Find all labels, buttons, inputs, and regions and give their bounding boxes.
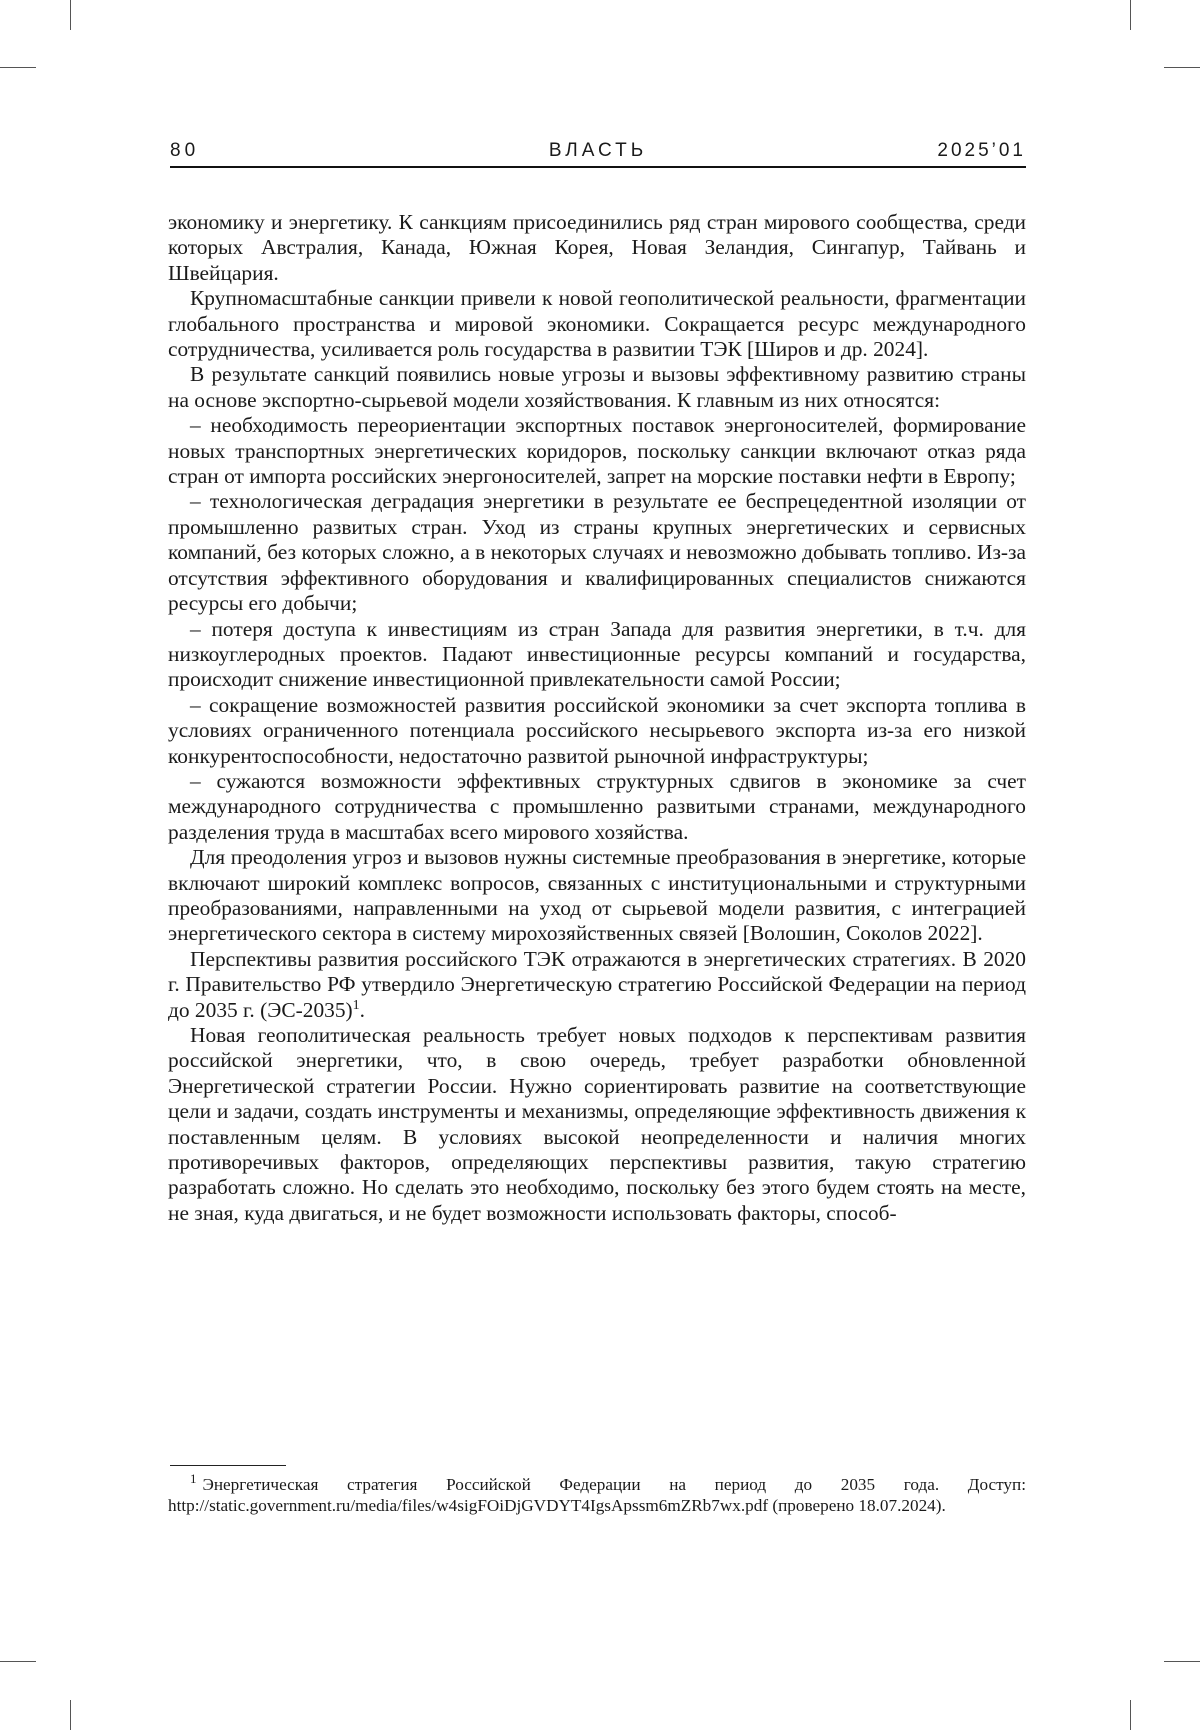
issue-number: 2025’01 [937,140,1026,161]
list-item: – сужаются возможности эффективных структурных сдвигов в экономике за счет международного сотрудничества с промышленно развитыми странами, международного разделения труда в масштабах всего мирового хозяйства. [168,768,1026,844]
running-header [170,140,1026,168]
footnote-reference[interactable]: 1 [352,997,360,1013]
paragraph: В результате санкций появились новые угрозы и вызовы эффективному развитию страны на основе экспортно-сырьевой модели хозяйствования. К главным из них относятся: [168,362,1026,412]
list-item: – необходимость переориентации экспортных поставок энергоносителей, формирование новых транспортных энергетических коридоров, поскольку санкции включают отказ ряда стран от импорта российских энергоносителей, запрет на морские поставки нефти в Европу; [168,413,1026,489]
paragraph: экономику и энергетику. К санкциям присоединились ряд стран мирового сообщества, среди которых Австралия, Канада, Южная Корея, Новая Зеландия, Сингапур, Тайвань и Швейцария. [168,210,1026,285]
footnote-text: Энергетическая стратегия Российской Федерации на период до 2035 года. Доступ: http://static.government.ru/media/files/w4sigFOiDjGVDYT4IgsApssm6mZRb7wx.pdf (проверено 18.07.2024). [168,1475,1026,1515]
page-number: 80 [170,140,200,161]
list-item: – технологическая деградация энергетики в результате ее беспрецедентной изоляции от промышленно развитых стран. Уход из страны крупных энергетических и сервисных компаний, без которых сложно, а в некоторых случаях и невозможно добывать топливо. Из-за отсутствия эффективного оборудования и квалифицированных специалистов снижаются ресурсы его добычи; [168,489,1026,616]
paragraph: Крупномасштабные санкции привели к новой геополитической реальности, фрагментации глобального пространства и мировой экономики. Сокращается ресурс международного сотрудничества, усиливается роль государства в развитии ТЭК [Широв и др. 2024]. [168,286,1026,362]
crop-mark [1164,67,1200,68]
crop-mark [0,67,36,68]
paragraph-trailing-punctuation: . [359,997,366,1022]
crop-mark [0,1661,36,1662]
footnote-number: 1 [190,1471,197,1487]
list-item: – потеря доступа к инвестициям из стран Запада для развития энергетики, в т.ч. для низкоуглеродных проектов. Падают инвестиционные ресурсы компаний и государства, происходит снижение инвестиционной привлекательности самой России; [168,616,1026,692]
list-item: – сокращение возможностей развития российской экономики за счет экспорта топлива в условиях ограниченного потенциала российского несырьевого экспорта из-за его низкой конкурентоспособности, недостаточно развитой рыночной инфраструктуры; [168,692,1026,768]
paragraph: Новая геополитическая реальность требует новых подходов к перспективам развития российской энергетики, что, в свою очередь, требует разработки обновленной Энергетической стратегии России. Нужно сориентировать развитие на соответствующие цели и задачи, создать инструменты и механизмы, определяющие эффективность движения к поставленным целям. В условиях высокой неопределенности и наличия многих противоречивых факторов, определяющих перспективы развития, такую стратегию разработать сложно. Но сделать это необходимо, поскольку без этого будем стоять на месте, не зная, куда двигаться, и не будет возможности использовать факторы, способ- [168,1023,1026,1225]
footnote [168,1471,1026,1516]
crop-mark [1130,0,1131,30]
crop-mark [1130,1700,1131,1730]
paragraph-text: Перспективы развития российского ТЭК отражаются в энергетических стратегиях. В 2020 г. Правительство РФ утвердило Энергетическую стратегию Российской Федерации на период до 2035 г. (ЭС-2035) [168,946,1026,1022]
footnote-separator [170,1465,286,1466]
article-body [168,210,1026,1226]
crop-mark [70,0,71,30]
crop-mark [1164,1661,1200,1662]
crop-mark [70,1700,71,1730]
paragraph [168,947,1026,1023]
paragraph: Для преодоления угроз и вызовов нужны системные преобразования в энергетике, которые включают широкий комплекс вопросов, связанных с институциональными и структурными преобразованиями, направленными на уход от сырьевой модели развития, с интеграцией энергетического сектора в систему мирохозяйственных связей [Волошин, Соколов 2022]. [168,845,1026,946]
journal-title: ВЛАСТЬ [548,140,648,161]
